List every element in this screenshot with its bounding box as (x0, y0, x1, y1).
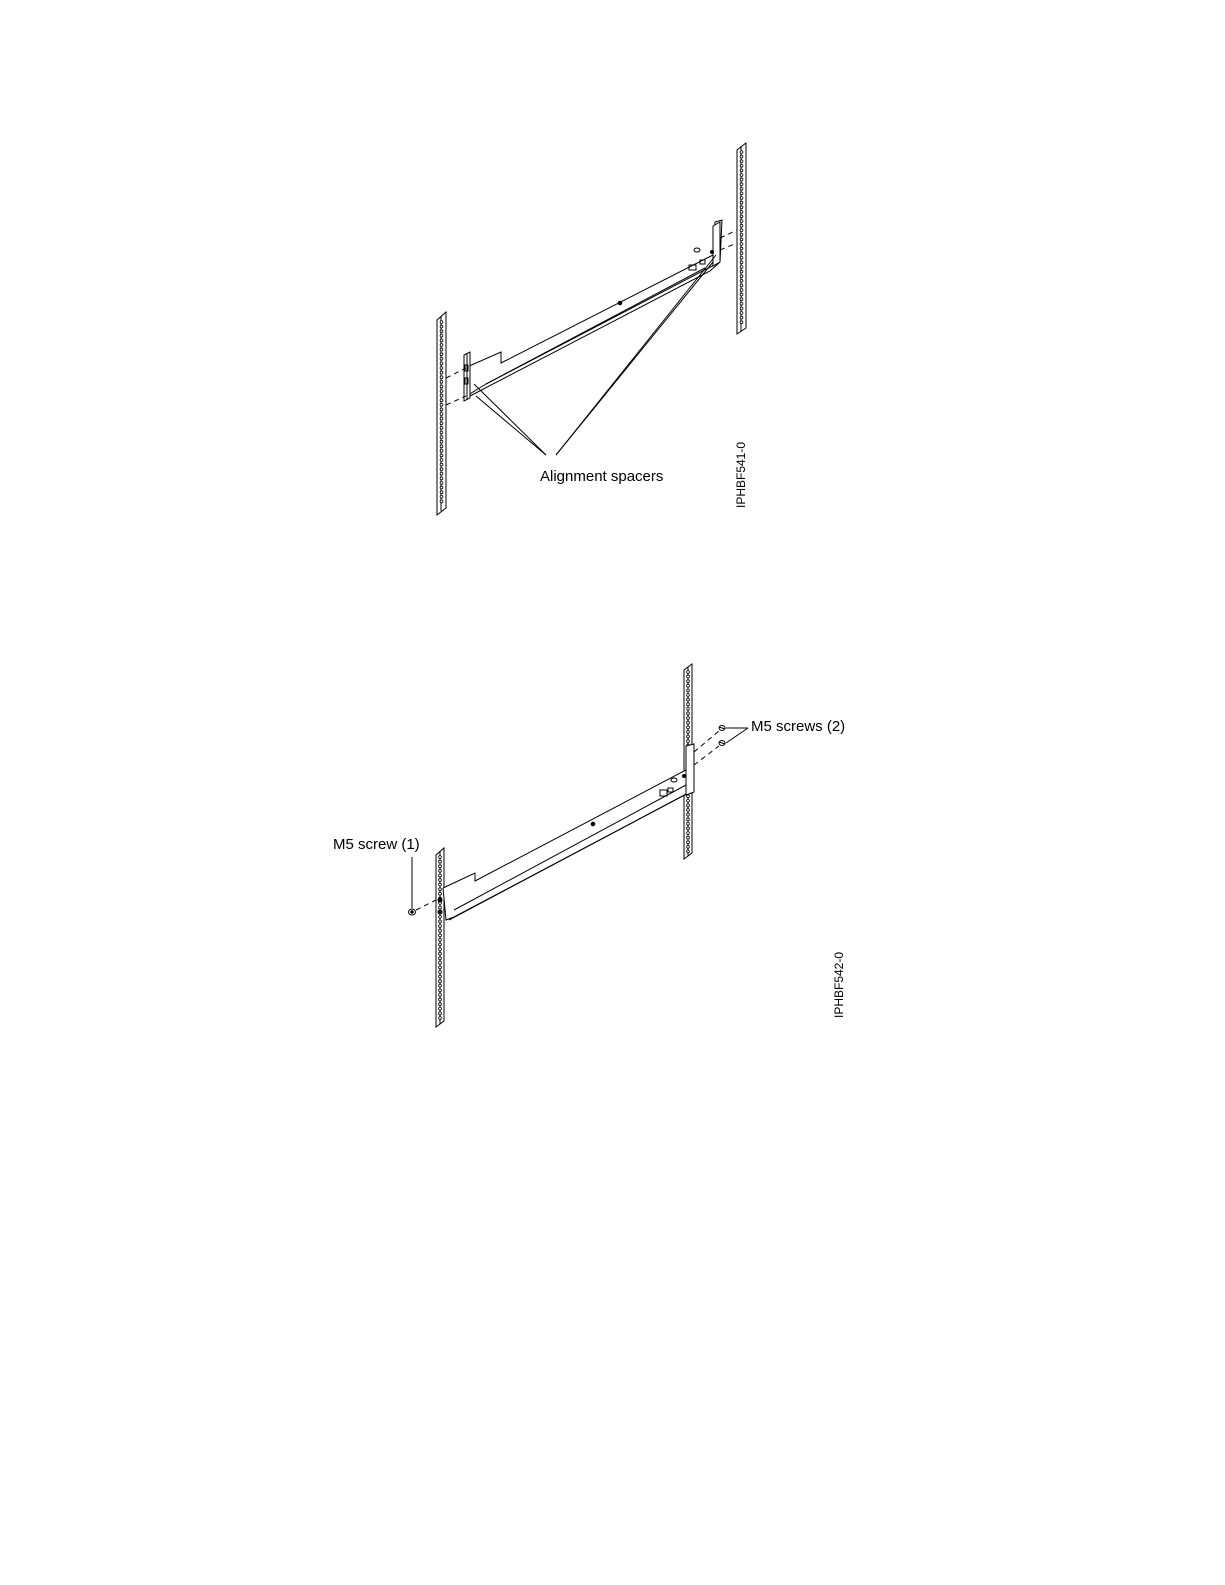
rack-hole (687, 813, 690, 816)
rack-hole (439, 998, 442, 1001)
rack-hole (439, 966, 442, 969)
rack-hole (439, 984, 442, 987)
rack-hole (687, 707, 690, 710)
figure-2-id-label: IPHBF542-0 (832, 951, 846, 1018)
rack-hole (439, 879, 442, 882)
left-rack-flange (436, 848, 444, 1027)
rack-hole (439, 948, 442, 951)
rack-hole (439, 920, 442, 923)
rack-hole (439, 934, 442, 937)
rack-hole (687, 795, 690, 798)
rack-hole (687, 717, 690, 720)
rack-hole (687, 735, 690, 738)
rack-hole (439, 865, 442, 868)
rack-hole (439, 971, 442, 974)
rack-hole (439, 1012, 442, 1015)
rack-hole (439, 915, 442, 918)
rack-hole (687, 841, 690, 844)
rack-hole (687, 850, 690, 853)
rack-hole (439, 856, 442, 859)
m5-screws-callout: M5 screws (2) (751, 718, 846, 735)
rack-hole (439, 860, 442, 863)
rack-hole (439, 994, 442, 997)
rack-hole (687, 689, 690, 692)
m5-screw-callout: M5 screw (1) (333, 836, 420, 853)
rack-hole (439, 906, 442, 909)
rack-hole (439, 929, 442, 932)
rack-hole (687, 671, 690, 674)
rack-hole (439, 989, 442, 992)
alignment-spacers-callout: Alignment spacers (540, 468, 664, 485)
figure-1-id-label: IPHBF541-0 (734, 441, 748, 508)
rack-hole (439, 938, 442, 941)
rack-hole (439, 1017, 442, 1020)
rack-hole (687, 822, 690, 825)
rail-assembly (438, 744, 694, 920)
rack-hole (687, 703, 690, 706)
rack-hole (687, 694, 690, 697)
rack-hole (439, 957, 442, 960)
m5-screw-right-top (719, 726, 725, 731)
rack-hole (687, 712, 690, 715)
rack-hole (439, 980, 442, 983)
m5-screw-right-bottom (719, 741, 725, 746)
rack-hole (687, 730, 690, 733)
rack-hole (439, 874, 442, 877)
rack-hole (687, 680, 690, 683)
rack-hole (687, 698, 690, 701)
rack-hole (687, 804, 690, 807)
rack-hole (439, 888, 442, 891)
rack-hole (439, 925, 442, 928)
rack-hole (439, 892, 442, 895)
rack-hole (439, 975, 442, 978)
rack-hole (439, 943, 442, 946)
rack-hole (687, 684, 690, 687)
rack-hole (439, 952, 442, 955)
rack-hole (687, 845, 690, 848)
rack-hole (687, 740, 690, 743)
rack-hole (439, 869, 442, 872)
rack-hole (439, 961, 442, 964)
rack-hole (439, 1003, 442, 1006)
rack-hole (687, 809, 690, 812)
rack-hole (687, 799, 690, 802)
m5-screw-left (409, 909, 416, 915)
rack-hole (439, 883, 442, 886)
rack-hole (687, 827, 690, 830)
rack-hole (439, 1007, 442, 1010)
rack-hole (687, 836, 690, 839)
rack-hole (687, 726, 690, 729)
rack-hole (687, 832, 690, 835)
rack-hole (687, 721, 690, 724)
rack-hole (687, 818, 690, 821)
rack-hole (687, 675, 690, 678)
